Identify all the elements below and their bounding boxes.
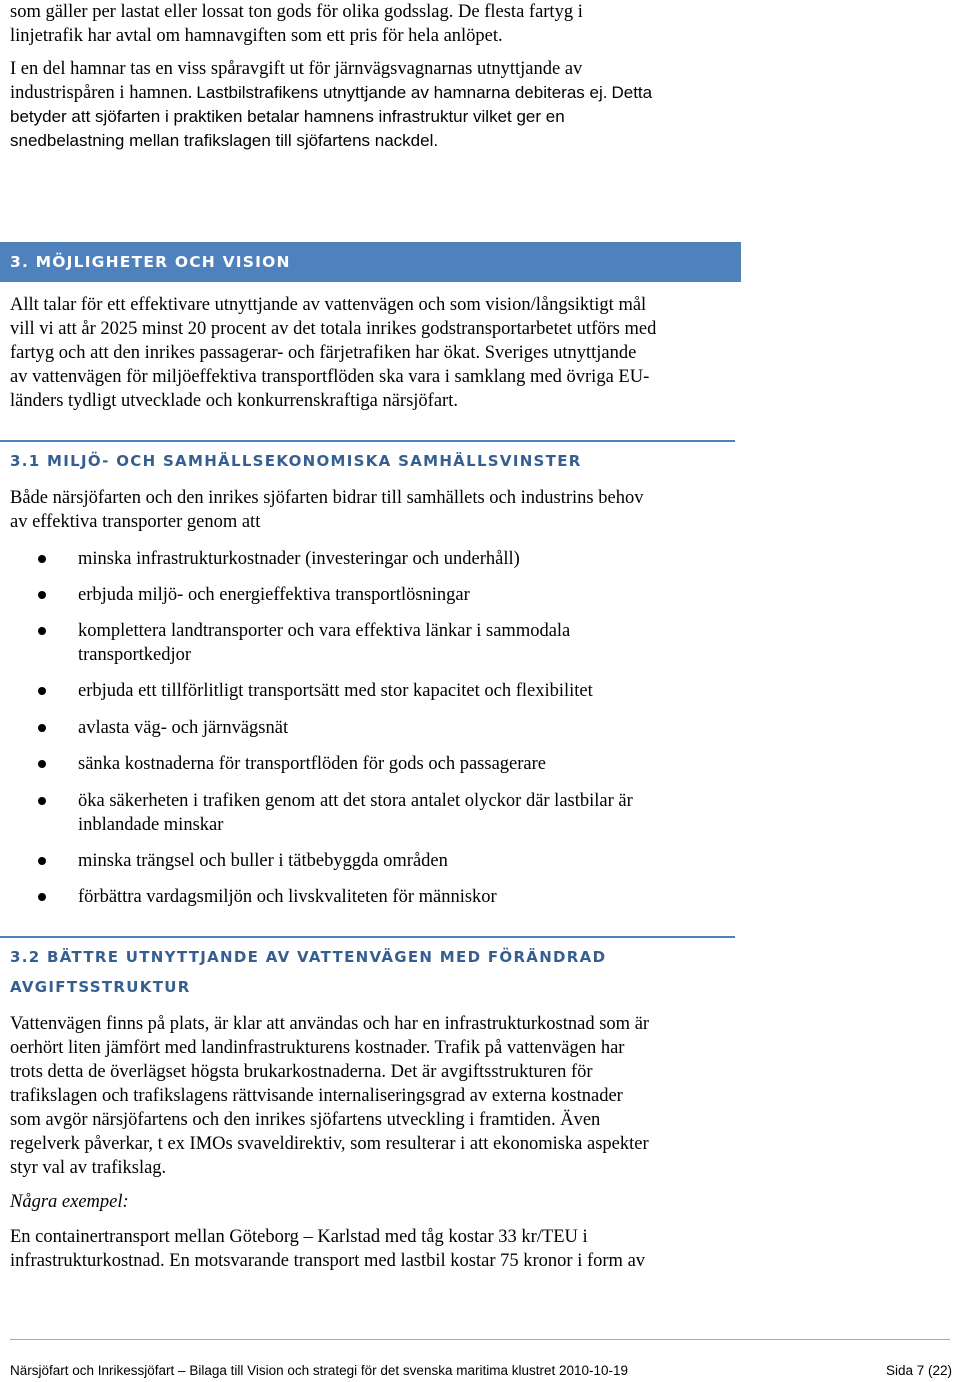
examples-label [10,1190,945,1214]
text-line: som avgör närsjöfartens och den inrikes sjöfartens utveckling i framtiden. Även [10,1110,601,1130]
bullet-icon [38,893,46,901]
text-line: industrispåren i hamnen. [10,83,193,103]
intro-paragraph-1 [10,0,945,48]
bullet-icon [38,687,46,695]
examples-label-text: Några exempel: [10,1192,129,1212]
section-3-2-heading [10,942,606,1002]
intro-paragraph-2 [10,57,945,153]
text-line: En containertransport mellan Göteborg – Karlstad med tåg kostar 33 kr/TEU i [10,1227,588,1247]
example-paragraph [10,1225,945,1273]
text-line: Allt talar för ett effektivare utnyttjande av vattenvägen och som vision/långsiktigt mål [10,295,647,315]
text-span: Lastbilstrafikens utnyttjande av hamnarna debiteras ej. [196,83,608,102]
list-item-text: sänka kostnaderna för transportflöden för gods och passagerare [78,754,546,774]
text-line: infrastrukturkostnad. En motsvarande transport med lastbil kostar 75 kronor i form av [10,1251,646,1271]
text-line: oerhört liten jämfört med landinfrastrukturens kostnader. Trafik på vattenvägen har [10,1038,625,1058]
bullet-icon [38,857,46,865]
text-line: trafikslagen och trafikslagens rättvisande internaliseringsgrad av externa kostnader [10,1086,623,1106]
section-3-2-paragraph [10,1012,945,1180]
section-3-1-intro [10,486,945,534]
bullet-icon [38,591,46,599]
section-3-1-heading-rule [0,440,735,470]
bullet-icon [38,627,46,635]
text-line: linjetrafik har avtal om hamnavgiften som ett pris för hela anlöpet. [10,26,503,46]
text-line: regelverk påverkar, t ex IMOs svaveldirektiv, som resulterar i att ekonomiska aspekter [10,1134,649,1154]
list-item-text: avlasta väg- och järnvägsnät [78,718,289,738]
footer-divider [10,1339,950,1340]
list-item-text: minska infrastrukturkostnader (investeringar och underhåll) [78,549,520,569]
list-item-text: komplettera landtransporter och vara effektiva länkar i sammodala [78,621,571,641]
heading-line: 3.2 BÄTTRE UTNYTTJANDE AV VATTENVÄGEN MED FÖRÄNDRAD [10,948,607,966]
bullet-icon [38,555,46,563]
section-3-heading: 3. MÖJLIGHETER OCH VISION [10,253,291,271]
list-item-text: förbättra vardagsmiljön och livskvaliteten för människor [78,887,497,907]
text-line: trots detta de överlägset högsta brukarkostnaderna. Det är avgiftsstrukturen för [10,1062,593,1082]
bullet-icon [38,797,46,805]
list-item-text: erbjuda miljö- och energieffektiva transportlösningar [78,585,470,605]
bullet-icon [38,724,46,732]
section-3-1-heading: 3.1 MILJÖ- OCH SAMHÄLLSEKONOMISKA SAMHÄLLSVINSTER [10,452,582,470]
text-line: snedbelastning mellan trafikslagen till sjöfartens nackdel. [10,131,439,150]
list-item-text: inblandade minskar [78,815,224,835]
text-line: betyder att sjöfarten i praktiken betalar hamnens infrastruktur vilket ger en [10,107,565,126]
text-line: Vattenvägen finns på plats, är klar att användas och har en infrastrukturkostnad som är [10,1014,650,1034]
text-line: vill vi att år 2025 minst 20 procent av det totala inrikes godstransportarbetet utförs med [10,319,657,339]
text-line: I en del hamnar tas en viss spåravgift ut för järnvägsvagnarnas utnyttjande av [10,59,583,79]
text-line: länders tydligt utvecklade och konkurrenskraftiga närsjöfart. [10,391,458,411]
section-3-paragraph [10,293,945,413]
list-item-text: öka säkerheten i trafiken genom att det stora antalet olyckor där lastbilar är [78,791,633,811]
text-line: styr val av trafikslag. [10,1158,167,1178]
heading-line: AVGIFTSSTRUKTUR [10,978,191,996]
list-item-text: erbjuda ett tillförlitligt transportsätt med stor kapacitet och flexibilitet [78,681,593,701]
page-number: Sida 7 (22) [885,1363,952,1378]
text-line: av vattenvägen för miljöeffektiva transportflöden ska vara i samklang med övriga EU- [10,367,650,387]
list-item-text: minska trängsel och buller i tätbebyggda områden [78,851,448,871]
text-line: fartyg och att den inrikes passagerar- och färjetrafiken har ökat. Sveriges utnyttjande [10,343,637,363]
text-span: Detta [611,83,653,102]
section-3-2-heading-rule [0,936,735,996]
bullet-icon [38,760,46,768]
text-line: av effektiva transporter genom att [10,512,261,532]
footer-title: Närsjöfart och Inrikessjöfart – Bilaga till Vision och strategi för det svenska maritima klustret 2010-10-19 [10,1363,629,1378]
section-3-heading-bar [0,242,741,282]
list-item-text: transportkedjor [78,645,192,665]
text-line: Både närsjöfarten och den inrikes sjöfarten bidrar till samhällets och industrins behov [10,488,644,508]
text-line: som gäller per lastat eller lossat ton gods för olika godsslag. De flesta fartyg i [10,2,583,22]
